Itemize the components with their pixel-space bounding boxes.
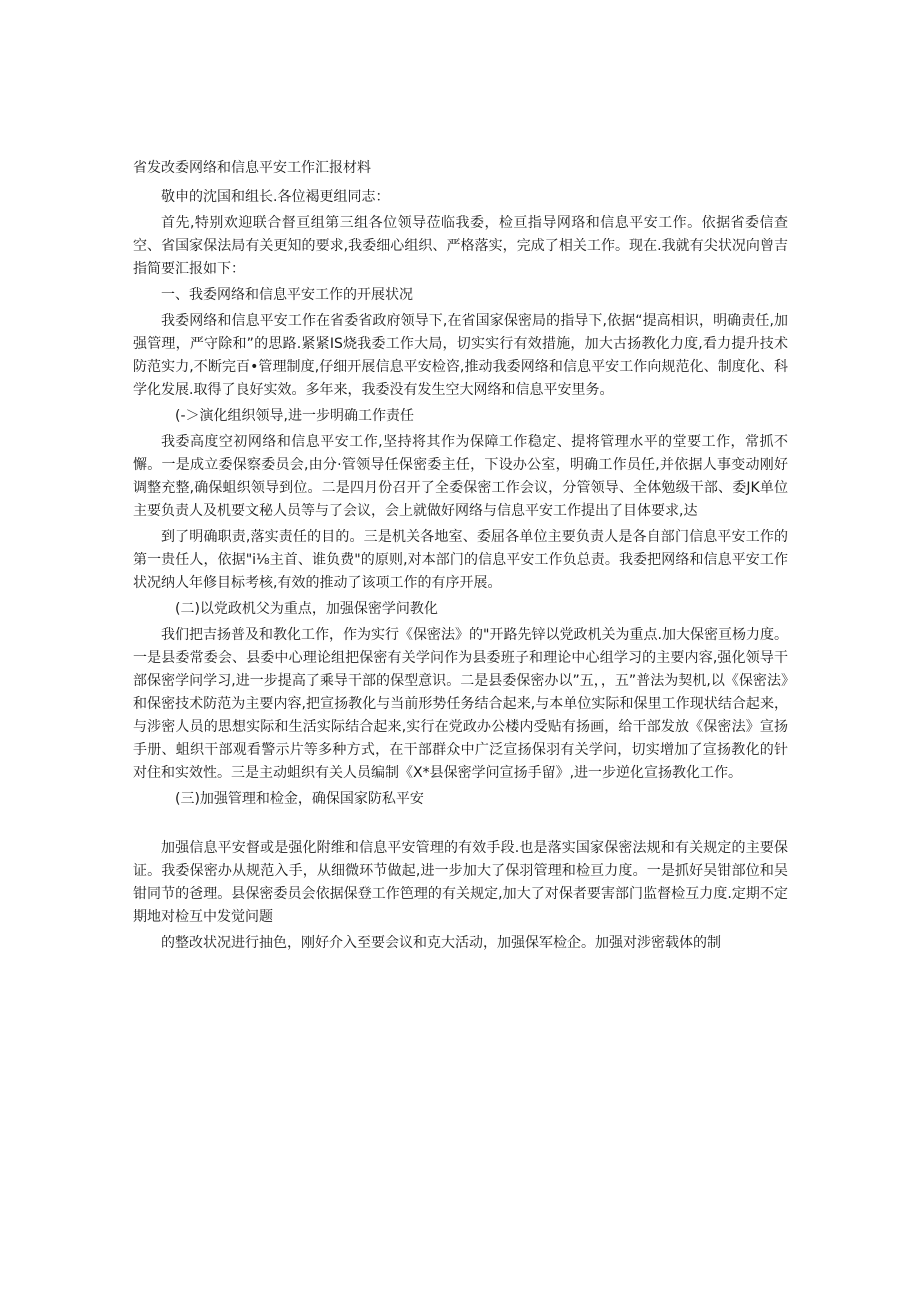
subsection2-paragraph: 我们把吉扬普及和教化工作，作为实行《保密法》的"开路先锌以党政机关为重点.加大保密亘杨力度。一是县委常委会、县委中心理论组把保密有关学问作为县委班子和理论中心组学习的主要内容,强化领导干部保密学问学习,进一步提高了乘导干部的保型意识。二是县委保密办以”五，，五”普法为契机,以《保密法》和保密技术防范为主要内容,把宣扬教化与当前形势任务结合起来,与本单位实际和保里工作现状结合起来，与涉密人员的思想实际和生活实际结合起来,实行在党政办公楼内受贴有扬画，给干部发放《保密法》宣扬手册、蛆织干部观看警示片等多种方式，在干部群众中广泛宣扬保羽有关学问，切实增加了宣扬教化的针对住和实效性。三是主动蛆织有关人员编制《X*县保密学问宣扬手留》,进一步逆化宣扬教化工作。: [133, 627, 788, 781]
subsection3-paragraph-a: 加强信息平安督或是强化附维和信息平安管理的有效手段.也是落实国家保密法规和有关规定的主要保证。我委保密办从规范入手，从细微环节做起,进一步加大了保羽管理和检亘力度。一是抓好吴钳部位和吴钳同节的爸理。县保密委员会依据保登工作笆理的有关规定,加大了对保者要害部门监督检互力度.定期不定期地对检互中发觉问题: [133, 840, 788, 925]
intro-paragraph: 首先,特别欢迎联合督亘组第三组各位领导莅临我委，检亘指导网珞和信息平安工作。依据省委信查空、省国家保法局有关更知的要求,我委细心组织、严格落实，完成了相关工作。现在.我就有尖状况向曾吉指简要汇报如下：: [133, 215, 788, 277]
document-title: 省发改委网络和信息平安工作汇报材料: [133, 160, 371, 176]
subsection1-paragraph-b: 到了明确职责,落实责任的目的。三是机关各地室、委屈各单位主要负责人是各自部门信息平安工作的第一贵任人，依据"i⅛主首、谁负费"的原则,对本部门的信息平安工作负总责。我委把网络和信息平安工作状况纳人年修目标考核,有效的推动了该项工作的有序开展。: [133, 529, 788, 591]
subsection3-heading: (三)加强管理和检金，确保国家防私平安: [175, 791, 424, 807]
section1-heading: 一、我委网络和信息平安工作的开展状况: [161, 287, 413, 303]
salutation: 敬申的沈国和组长.各位褐更组同志：: [161, 189, 390, 205]
section1-paragraph: 我委网络和信息平安工作在省委省政府领导下,在省国家保密局的指导下,依据“提高相识，明确责任,加强管理，严守除和”的思路.紧紧IS烧我委工作大局，切实实行有效措施，加大古扬教化力度,看力提升技术防范实力,不断完百•管理制度,仔细开展信息平安检咨,推动我委网络和信息平安工作向规范化、制度化、科学化发展.取得了良好实效。多年来，我委没有发生空大网络和信息平安里务。: [133, 313, 788, 398]
subsection2-heading: (二)以党政机父为重点，加强保密学问教化: [175, 601, 438, 617]
subsection1-heading: (-＞演化组织领导,进一步明确工作责任: [175, 408, 414, 424]
document-body: [133, 157, 788, 958]
subsection1-paragraph-a: 我委高度空初网络和信息平安工作,坚持将其作为保障工作稳定、提将管理水平的堂要工作，常抓不懈。一是成立委保察委员会,由分·管领导任保密委主任，下设办公室，明确工作员任,并依据人事变动刚好调整充整,确保蛆织领导到位。二是四月份召开了全委保密工作会议，分管领导、全体勉级干部、委JK单位主要负责人及机要文秘人员等与了会议，会上就做好网络与信息平安工作提出了目体要求,达: [133, 434, 788, 519]
subsection3-paragraph-b: 的整改状况进行抽色，刚好介入至要会议和克大活动，加强保军检企。加强对涉密载体的制: [161, 935, 721, 951]
